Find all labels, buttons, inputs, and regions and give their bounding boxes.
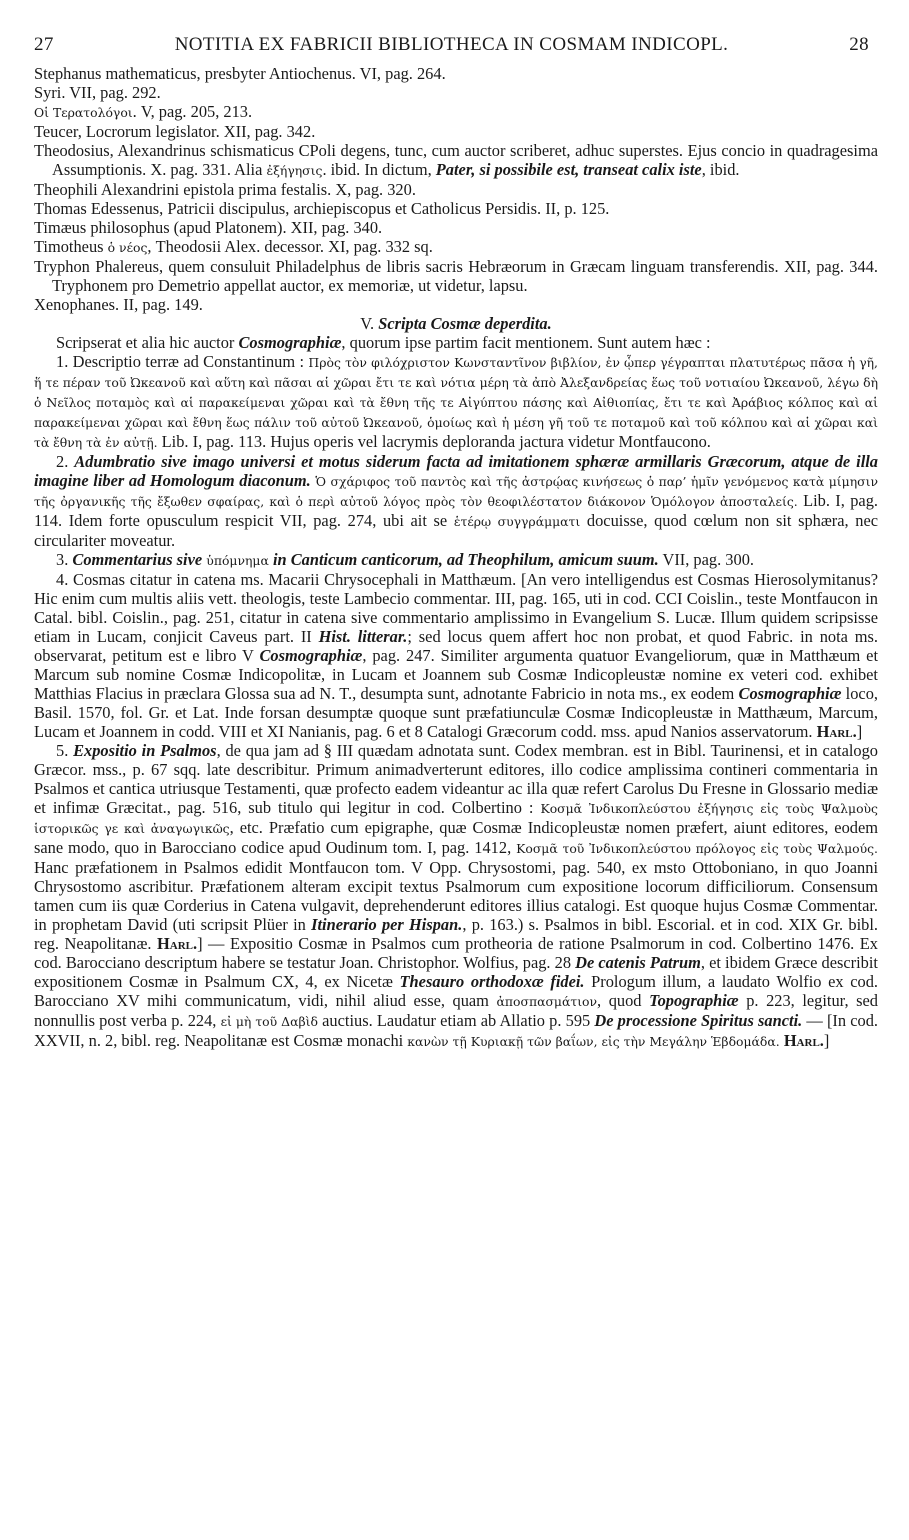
signature-abbrev: Harl. [783,1031,824,1050]
text-run: ] [823,1031,830,1050]
greek-text: ὁ νέος [107,240,148,255]
italic-title: Scripta Cosmæ deperdita. [378,314,552,333]
text-run: , ibid. [701,160,740,179]
item-paragraph [34,550,878,570]
text-run: Scripserat et alia hic auctor [56,333,239,352]
index-entry: Xenophanes. II, pag. 149. [34,295,203,314]
italic-title: Cosmographiæ [238,333,342,352]
text-run: Prologum illum, a laudato Wolfio ex cod. Barocciano XV mihi communicatum, vidi, nihil aliud esse, quam [34,972,879,1010]
italic-title: Adumbratio sive imago universi et motus siderum facta ad imitationem sphæræ armillaris Græcorum, atque de illa imagine liber ad Homologum diaconum. [34,452,879,490]
greek-text: κανὼν τῇ Κυριακῇ τῶν βαΐων, εἰς τὴν Μεγάλην Ἑβδομάδα. [407,1034,780,1049]
italic-title: De processione Spiritus sancti. [594,1011,803,1030]
text-run: , Theodosii Alex. decessor. XI, pag. 332 sq. [147,237,433,256]
text-run: — [In cod. XXVII, n. 2, bibl. reg. Neapolitanæ est Cosmæ monachi [34,1011,878,1050]
greek-text: Κοσμᾶ Ἰνδικοπλεύστου ἐξήγησις εἰς τοὺς Ψαλμοὺς ἱστορικῶς γε καὶ ἀναγωγικῶς [34,801,878,836]
italic-title: Itinerario per Hispan. [311,915,463,934]
page-body [34,64,878,1051]
italic-title: Cosmographiæ [738,684,842,703]
item-paragraph [34,741,878,1051]
index-entry: Theophili Alexandrini epistola prima festalis. X, pag. 320. [34,180,416,199]
item-paragraph [34,570,878,741]
italic-title: Pater, si possibile est, transeat calix iste [435,160,702,179]
text-run: V. [360,314,379,333]
text-run: 4. Cosmas citatur in catena ms. Macarii Chrysocephali in Matthæum. [An vero intelligendus est Cosmas Hierosolymitanus? Hic enim cum multis aliis vett. theologis, teste Lambecio commentar. III, pag. 165, uti in cod. CCI Coislin., teste Montfaucon in Catal. bibl. Coislin., pag. 251, citatur in catena sive commentario amplissimo in Evangelium S. Lucæ. Illum quidem scripsisse etiam in Lucam, conjicit Caveus part. II [34,570,878,646]
italic-title: in Canticum canticorum, ad Theophilum, amicum suum. [272,550,659,569]
italic-title: Topographiæ [649,991,739,1010]
greek-text: ἀποσπασμάτιον [496,994,598,1009]
text-run: , quorum ipse partim facit mentionem. Sunt autem hæc : [341,333,711,352]
text-run: 2. [56,452,75,471]
index-entry: Teucer, Locrorum legislator. XII, pag. 342. [34,122,316,141]
greek-text: ἑτέρῳ συγγράμματι [453,514,581,529]
text-run: , pag. 247. Similiter argumenta quatuor Evangeliorum, quæ in Matthæum et Marcum sub nomine Cosmæ Indicopolitæ, in Lucam et Joannem sub Cosmæ Indicopleustæ nomine ex veteri cod. exhibet Matthias Flacius in præclara Glossa sua ad N. T., desumpta sunt, adnotante Fabricio in nota ms., ex eodem [34,646,878,703]
greek-text: Πρὸς τὸν φιλόχριστον Κωνσταντῖνον βιβλίον, ἐν ᾧπερ γέγραπται πλατυτέρως πᾶσα ἡ γῆ, ἥ τε πέραν τοῦ Ὠκεανοῦ καὶ αὕτη καὶ πᾶσαι αἱ χῶραι ἔτι τε καὶ νότια μέρη τὰ ἀπὸ Ἀλεξανδρείας ἕως τοῦ νοτιαίου Ὠκεανοῦ, λέγω δὴ ὁ Νεῖλος ποταμὸς καὶ αἱ παρακείμεναι χῶραι καὶ τὰ ἔθνη τῆς τε Αἰγύπτου πάσης καὶ Αἰθιοπίας, ἔτι τε καὶ Ἀράβιος κόλπος καὶ αἱ παρακείμεναι χῶραι καὶ ἔθνη ἕως πάλιν τοῦ αὐτοῦ Ὠκεανοῦ, ὁμοίως καὶ ἡ μέση γῆ τοῦ τε ποταμοῦ καὶ τοῦ κόλπου καὶ αἱ χῶραι καὶ τὰ ἔθνη τὰ ἐν αὐτῇ. [34,355,878,450]
text-run: ] [856,722,863,741]
text-run: . V, pag. 205, 213. [132,102,253,121]
text-run: 1. Descriptio terræ ad Constantinum : [56,352,309,371]
text-run: , et ibidem Græce describit expositionem Cosmæ in Psalmum CX, 4, ex Nicetæ [34,953,878,991]
item-paragraph [34,352,878,452]
running-title: NOTITIA EX FABRICII BIBLIOTHECA IN COSMAM INDICOPL. [174,34,729,55]
intro-paragraph [34,333,878,352]
text-run: , etc. Præfatio cum epigraphe, quæ Cosmæ Indicopleustæ nomen præfert, aiunt editores, eodem sane modo, quo in Barocciano codice apud Oudinum tom. I, pag. 1412, [34,818,879,857]
text-run: , p. 163.) s. Psalmos in bibl. Escorial. et in cod. XIX Gr. bibl. reg. Neapolitanæ. [34,915,878,953]
greek-text: ὑπόμνημα [206,553,269,568]
index-entry: Syri. VII, pag. 292. [34,83,161,102]
text-run: Lib. I, pag. 114. Idem forte opusculum respicit VII, pag. 274, ubi ait se [34,491,878,530]
text-run: , quod [597,991,650,1010]
index-entry [34,102,878,122]
text-run: ; sed locus quem affert hoc non probat, et quod Fabric. in nota ms. observarat, petitum est e libro V [34,627,878,665]
item-paragraph [34,452,878,550]
text-run: Timotheus [34,237,108,256]
italic-title: Commentarius sive [72,550,203,569]
signature-abbrev: Harl. [816,722,857,741]
text-run: auctius. Laudatur etiam ab Allatio p. 595 [317,1011,595,1030]
text-run: Theodosius, Alexandrinus schismaticus CPoli degens, tunc, cum auctor scriberet, adhuc superstes. Ejus concio in quadragesima Assumptionis. X. pag. 331. Alia [34,141,878,179]
greek-text: εἰ μὴ τοῦ Δαβὶδ [220,1014,318,1029]
index-list [34,64,878,314]
italic-title: Hist. litterar. [318,627,408,646]
section-heading [34,314,878,333]
greek-text: ἐξήγησις [266,163,323,178]
text-run: docuisse, quod cœlum non sit sphæra, nec circulariter moveatur. [34,511,878,550]
index-entry: Thomas Edessenus, Patricii discipulus, archiepiscopus et Catholicus Persidis. II, p. 125. [34,199,610,218]
greek-text: Ὁ σχάριφος τοῦ παντὸς καὶ τῆς ἀστρῴας κινήσεως ὁ παρ’ ἡμῖν γενόμενος κατὰ μίμησιν τῆς ὀργανικῆς τῆς ἔξωθεν σφαίρας, καὶ ὁ περὶ αὐτοῦ λόγος πρὸς τὸν θεοφιλέστατον διάκονον Ὁμόλογον ἀποσταλείς. [34,474,878,509]
text-run: . ibid. In dictum, [322,160,436,179]
italic-title: Expositio in Psalmos [73,741,217,760]
index-entry: Timæus philosophus (apud Platonem). XII, pag. 340. [34,218,383,237]
italic-title: Thesauro orthodoxæ fidei. [399,972,585,991]
text-run: VII, pag. 300. [658,550,754,569]
italic-title: De catenis Patrum [575,953,701,972]
text-run: ] — Expositio Cosmæ in Psalmos cum protheoria de ratione Psalmorum in cod. Colbertino 1476. Ex cod. Barocciano descriptum habere se testatur Joan. Christophor. Wolfius, pag. 28 [34,934,878,972]
text-run: 3. [56,550,73,569]
greek-text: Οἱ Τερατολόγοι [34,105,133,120]
signature-abbrev: Harl. [157,934,198,953]
page-number-right: 28 [849,34,869,55]
running-head [34,34,869,58]
text-run: p. 223, legitur, sed nonnullis post verba p. 224, [34,991,878,1030]
text-run: Hanc præfationem in Psalmos edidit Montfaucon tom. V Opp. Chrysostomi, pag. 540, ex msto Ottoboniano, in quo Joanni Chrysostomo ascribitur. Præfationem alteram excipit textus Psalmorum cum expositione locorum difficiliorum. Consensum tamen cum iis quæ Corderius in Catena vulgavit, deprehenderunt editores illius catalogi. Est quoque hujus Cosmæ Commentar. in prophetam David (uti scripsit Plüer in [34,858,878,934]
text-run: Lib. I, pag. 113. Hujus operis vel lacrymis deploranda jactura videtur Montfaucono. [157,432,711,451]
text-run: , de qua jam ad § III quædam adnotata sunt. Codex membran. est in Bibl. Taurinensi, et in catalogo Græcor. mss., p. 67 sqq. late describitur. Primum animadverterunt editores, illo codice amplissima contineri commentaria in Psalmos et cantica utriusque Testamenti, quæ profecto eadem videantur ac illa quæ refert Carolus Du Fresne in Glossario mediæ et infimæ Græcitat., pag. 516, sub titulo qui legitur in cod. Colbertino : [34,741,879,817]
greek-text: Κοσμᾶ τοῦ Ἰνδικοπλεύστου πρόλογος εἰς τοὺς Ψαλμούς. [516,841,878,856]
italic-title: Cosmographiæ [259,646,363,665]
text-run: loco, Basil. 1570, fol. Gr. et Lat. Inde forsan desumptæ quoque sunt præfatiunculæ Cosmæ Indicopleustæ in Matthæum, Marcum, Lucam et Joannem in codd. VIII et XI Nanianis, pag. 6 et 8 Catalogi Græcorum codd. mss. apud Nanios asservatorum. [34,684,878,741]
index-entry: Tryphon Phalereus, quem consuluit Philadelphus de libris sacris Hebræorum in Græcam linguam transferendis. XII, pag. 344. Tryphonem pro Demetrio appellat auctor, ex memoriæ, ut videtur, lapsu. [34,257,878,295]
text-run: 5. [56,741,74,760]
page-number-left: 27 [34,34,54,55]
index-entry [34,237,878,257]
index-entry [34,141,878,180]
index-entry: Stephanus mathematicus, presbyter Antiochenus. VI, pag. 264. [34,64,446,83]
